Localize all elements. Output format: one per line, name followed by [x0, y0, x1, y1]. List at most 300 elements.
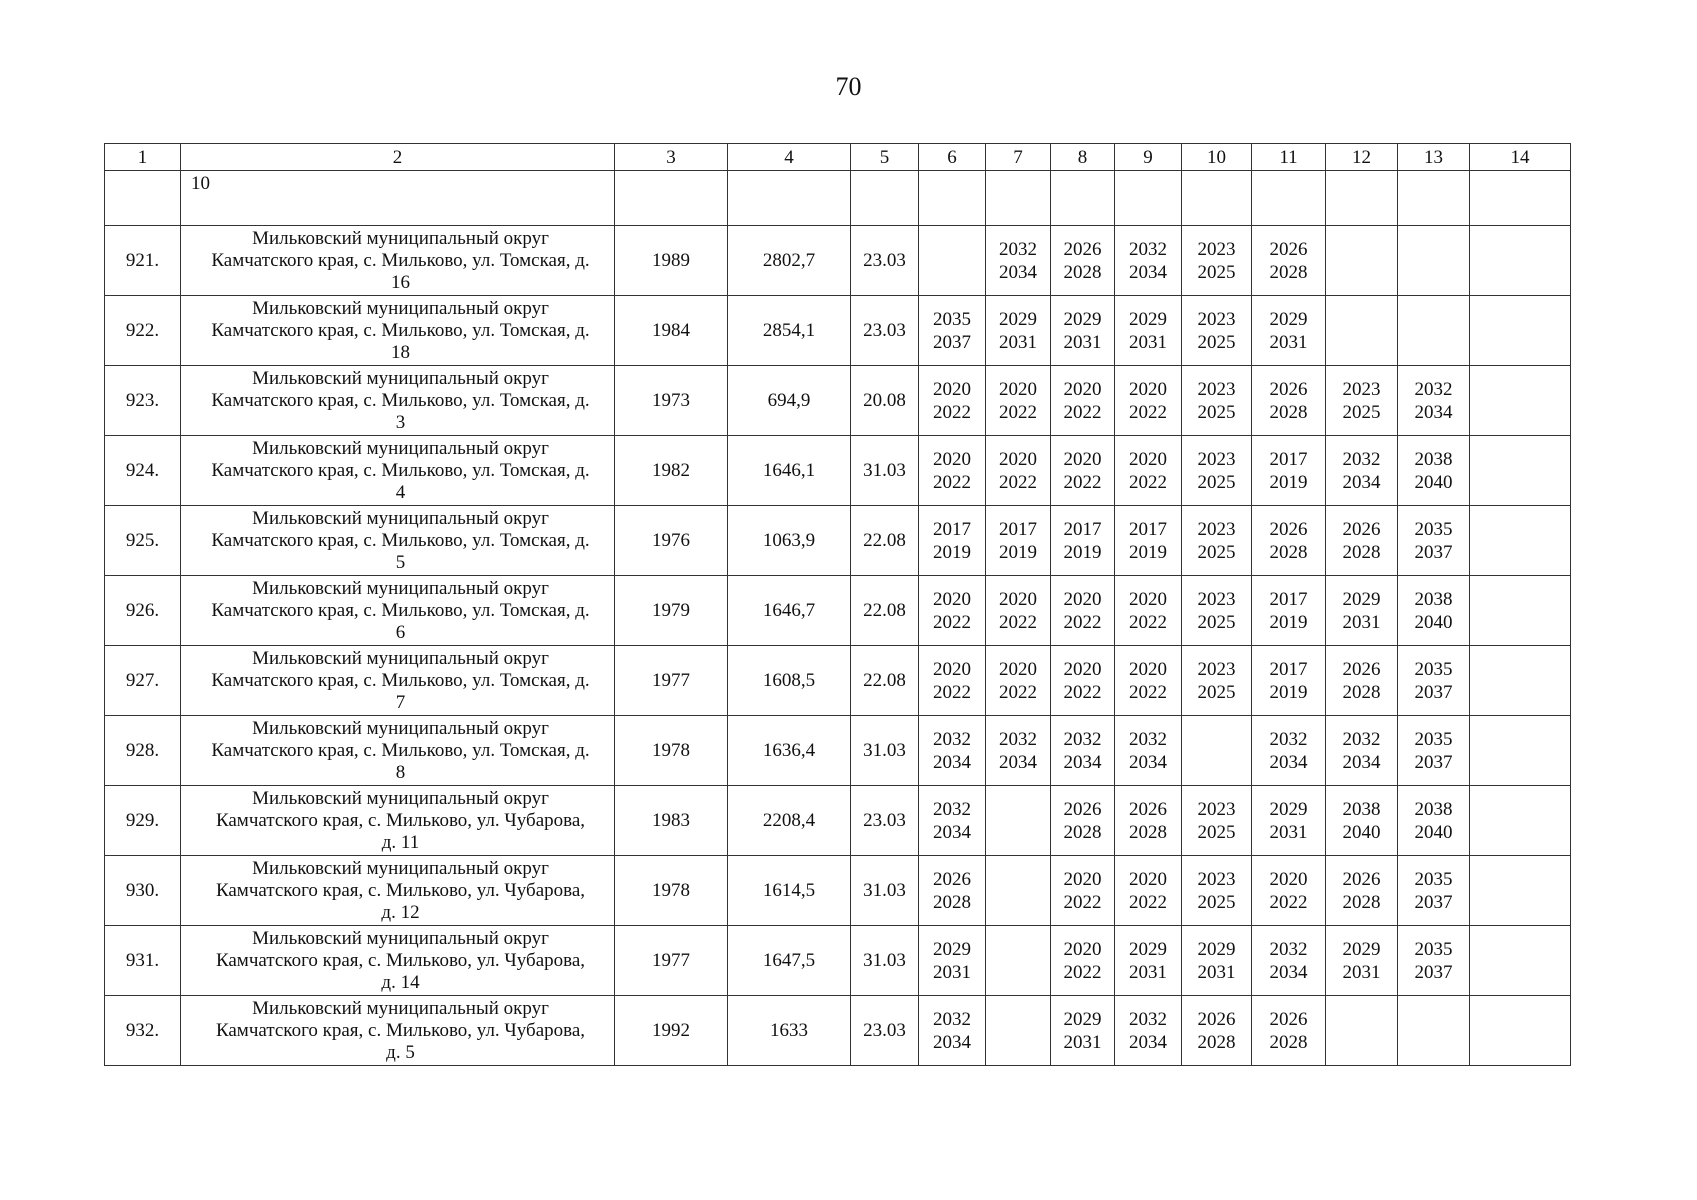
period-start: 2038	[1414, 588, 1453, 610]
code-cell: 22.08	[851, 646, 919, 716]
header-cell: 12	[1326, 144, 1398, 171]
period-cell-c12	[1326, 576, 1398, 646]
period-start: 2029	[1129, 308, 1167, 330]
period-cell-c10	[1182, 436, 1252, 506]
code-cell: 23.03	[851, 996, 919, 1066]
row-number-cell: 932.	[105, 996, 181, 1066]
period-cell-c13	[1398, 226, 1470, 296]
address-cell	[181, 226, 615, 296]
table-row	[105, 856, 1571, 926]
address-line: д. 14	[381, 971, 420, 993]
code-cell: 20.08	[851, 366, 919, 436]
period-start: 2029	[1342, 588, 1381, 610]
period-start: 2017	[1063, 518, 1102, 540]
period-start: 2023	[1197, 658, 1236, 680]
period-start: 2026	[1342, 658, 1381, 680]
period-end: 2040	[1342, 821, 1381, 843]
period-start: 2020	[933, 448, 971, 470]
period-end: 2037	[1414, 961, 1453, 983]
period-end: 2019	[1269, 611, 1308, 633]
period-end: 2034	[1414, 401, 1453, 423]
period-cell-c7	[986, 716, 1051, 786]
period-cell-c11	[1252, 226, 1326, 296]
period-cell-c10	[1182, 926, 1252, 996]
area-cell: 1063,9	[728, 506, 851, 576]
build-year-cell: 1977	[615, 646, 728, 716]
address-line: д. 12	[381, 901, 420, 923]
build-year-cell: 1978	[615, 856, 728, 926]
period-cell-c10	[1182, 646, 1252, 716]
period-cell-c8	[1051, 506, 1115, 576]
period-cell-c7	[986, 786, 1051, 856]
period-end: 2028	[1129, 821, 1167, 843]
build-year-cell: 1978	[615, 716, 728, 786]
header-cell: 11	[1252, 144, 1326, 171]
address-line: Камчатского края, с. Мильково, ул. Томская, д.	[211, 459, 590, 481]
period-start: 2020	[1269, 868, 1308, 890]
period-cell-c10	[1182, 226, 1252, 296]
address-line: 16	[391, 271, 410, 293]
period-cell-c11	[1252, 366, 1326, 436]
empty-cell	[851, 171, 919, 226]
code-cell: 23.03	[851, 226, 919, 296]
page-number: 70	[835, 72, 862, 101]
period-cell-c13	[1398, 366, 1470, 436]
period-cell-c7	[986, 856, 1051, 926]
period-cell-c7	[986, 296, 1051, 366]
period-start: 2023	[1197, 518, 1236, 540]
period-end: 2034	[1342, 751, 1381, 773]
period-cell-c6	[919, 646, 986, 716]
period-start: 2023	[1197, 868, 1236, 890]
column-14-cell	[1470, 226, 1571, 296]
period-cell-c12	[1326, 296, 1398, 366]
build-year-cell: 1983	[615, 786, 728, 856]
period-end: 2022	[1063, 891, 1102, 913]
period-cell-c6	[919, 996, 986, 1066]
row-number-cell: 922.	[105, 296, 181, 366]
area-cell: 694,9	[728, 366, 851, 436]
period-cell-c8	[1051, 296, 1115, 366]
address-line: Камчатского края, с. Мильково, ул. Томская, д.	[211, 249, 590, 271]
period-start: 2017	[1269, 588, 1308, 610]
header-cell: 2	[181, 144, 615, 171]
empty-cell	[1182, 171, 1252, 226]
address-line: Камчатского края, с. Мильково, ул. Томская, д.	[211, 389, 590, 411]
period-start: 2026	[1269, 378, 1308, 400]
address-line: 5	[395, 551, 406, 573]
code-cell: 22.08	[851, 506, 919, 576]
column-14-cell	[1470, 856, 1571, 926]
period-cell-c6	[919, 366, 986, 436]
period-start: 2023	[1197, 238, 1236, 260]
row-number-cell: 921.	[105, 226, 181, 296]
period-start: 2020	[999, 658, 1037, 680]
period-end: 2031	[1342, 961, 1381, 983]
period-start: 2020	[999, 588, 1037, 610]
period-end: 2028	[933, 891, 971, 913]
period-cell-c8	[1051, 926, 1115, 996]
period-cell-c9	[1115, 856, 1182, 926]
period-end: 2022	[1129, 471, 1167, 493]
period-start: 2026	[933, 868, 971, 890]
period-start: 2029	[1197, 938, 1236, 960]
period-cell-c12	[1326, 926, 1398, 996]
address-line: Мильковский муниципальный округ	[252, 227, 549, 249]
row-number-cell: 924.	[105, 436, 181, 506]
period-cell-c11	[1252, 296, 1326, 366]
address-line: Мильковский муниципальный округ	[252, 577, 549, 599]
period-cell-c10	[1182, 786, 1252, 856]
table-row	[105, 296, 1571, 366]
period-cell-c9	[1115, 646, 1182, 716]
period-cell-c13	[1398, 856, 1470, 926]
period-cell-c13	[1398, 436, 1470, 506]
period-end: 2031	[1197, 961, 1236, 983]
period-cell-c7	[986, 506, 1051, 576]
period-end: 2025	[1342, 401, 1381, 423]
period-start: 2020	[933, 588, 971, 610]
period-cell-c11	[1252, 436, 1326, 506]
period-start: 2020	[1063, 588, 1102, 610]
header-cell: 6	[919, 144, 986, 171]
address-cell	[181, 716, 615, 786]
period-end: 2019	[1129, 541, 1167, 563]
table-row	[105, 926, 1571, 996]
period-start: 2020	[933, 658, 971, 680]
column-14-cell	[1470, 926, 1571, 996]
period-end: 2028	[1269, 541, 1308, 563]
period-cell-c11	[1252, 576, 1326, 646]
period-end: 2031	[1269, 331, 1308, 353]
row-number-cell: 931.	[105, 926, 181, 996]
code-cell: 22.08	[851, 576, 919, 646]
period-start: 2020	[999, 448, 1037, 470]
empty-cell	[105, 171, 181, 226]
period-cell-c10	[1182, 296, 1252, 366]
period-start: 2035	[1414, 938, 1453, 960]
period-cell-c6	[919, 436, 986, 506]
period-start: 2029	[1269, 798, 1308, 820]
period-cell-c10	[1182, 366, 1252, 436]
period-cell-c10	[1182, 716, 1252, 786]
period-start: 2020	[1129, 448, 1167, 470]
period-cell-c13	[1398, 506, 1470, 576]
period-cell-c13	[1398, 786, 1470, 856]
address-line: Камчатского края, с. Мильково, ул. Чубарова,	[215, 949, 586, 971]
address-line: Мильковский муниципальный округ	[252, 437, 549, 459]
period-start: 2032	[933, 728, 971, 750]
period-end: 2028	[1063, 261, 1102, 283]
period-start: 2026	[1342, 868, 1381, 890]
period-start: 2020	[1129, 378, 1167, 400]
period-end: 2022	[999, 471, 1037, 493]
address-line: Мильковский муниципальный округ	[252, 717, 549, 739]
period-end: 2031	[1342, 611, 1381, 633]
period-cell-c9	[1115, 996, 1182, 1066]
row-number-cell: 930.	[105, 856, 181, 926]
period-end: 2034	[933, 821, 971, 843]
header-cell: 9	[1115, 144, 1182, 171]
table-row	[105, 716, 1571, 786]
period-cell-c9	[1115, 226, 1182, 296]
period-cell-c8	[1051, 786, 1115, 856]
period-end: 2040	[1414, 471, 1453, 493]
period-end: 2025	[1197, 401, 1236, 423]
column-14-cell	[1470, 996, 1571, 1066]
header-cell: 7	[986, 144, 1051, 171]
period-cell-c8	[1051, 436, 1115, 506]
period-start: 2017	[1269, 448, 1308, 470]
address-line: д. 11	[381, 831, 420, 853]
period-start: 2032	[1129, 728, 1167, 750]
address-line: Камчатского края, с. Мильково, ул. Томская, д.	[211, 599, 590, 621]
period-end: 2034	[933, 1031, 971, 1053]
period-end: 2025	[1197, 541, 1236, 563]
code-cell: 31.03	[851, 926, 919, 996]
area-cell: 2854,1	[728, 296, 851, 366]
period-cell-c10	[1182, 506, 1252, 576]
period-cell-c9	[1115, 786, 1182, 856]
period-end: 2031	[999, 331, 1037, 353]
empty-cell	[1252, 171, 1326, 226]
period-end: 2040	[1414, 821, 1453, 843]
empty-cell	[1326, 171, 1398, 226]
period-start: 2020	[1063, 658, 1102, 680]
period-cell-c6	[919, 716, 986, 786]
table-row	[105, 366, 1571, 436]
period-cell-c11	[1252, 856, 1326, 926]
build-year-cell: 1982	[615, 436, 728, 506]
period-end: 2019	[1063, 541, 1102, 563]
period-cell-c12	[1326, 436, 1398, 506]
period-start: 2020	[1063, 448, 1102, 470]
period-start: 2020	[1063, 868, 1102, 890]
period-start: 2035	[933, 308, 971, 330]
period-end: 2028	[1269, 261, 1308, 283]
period-end: 2031	[1129, 331, 1167, 353]
period-cell-c7	[986, 436, 1051, 506]
area-cell: 2802,7	[728, 226, 851, 296]
address-cell	[181, 576, 615, 646]
address-line: Мильковский муниципальный округ	[252, 787, 549, 809]
header-cell: 13	[1398, 144, 1470, 171]
period-end: 2022	[999, 681, 1037, 703]
period-end: 2025	[1197, 611, 1236, 633]
column-14-cell	[1470, 576, 1571, 646]
address-line: Мильковский муниципальный округ	[252, 647, 549, 669]
build-year-cell: 1977	[615, 926, 728, 996]
period-start: 2032	[933, 798, 971, 820]
period-cell-c8	[1051, 226, 1115, 296]
period-start: 2032	[933, 1008, 971, 1030]
build-year-cell: 1984	[615, 296, 728, 366]
period-cell-c9	[1115, 576, 1182, 646]
column-14-cell	[1470, 786, 1571, 856]
period-cell-c6	[919, 226, 986, 296]
period-cell-c12	[1326, 366, 1398, 436]
header-cell: 5	[851, 144, 919, 171]
period-cell-c11	[1252, 786, 1326, 856]
address-line: 18	[391, 341, 410, 363]
period-start: 2038	[1414, 448, 1453, 470]
period-end: 2025	[1197, 331, 1236, 353]
address-cell	[181, 996, 615, 1066]
table-row	[105, 226, 1571, 296]
period-end: 2031	[1269, 821, 1308, 843]
period-start: 2032	[999, 238, 1037, 260]
address-line: Мильковский муниципальный округ	[252, 997, 549, 1019]
address-line: 4	[395, 481, 406, 503]
column-14-cell	[1470, 646, 1571, 716]
address-cell	[181, 926, 615, 996]
period-cell-c6	[919, 506, 986, 576]
empty-cell	[1398, 171, 1470, 226]
period-start: 2035	[1414, 658, 1453, 680]
period-start: 2032	[1269, 938, 1308, 960]
code-cell: 31.03	[851, 436, 919, 506]
period-start: 2032	[1063, 728, 1102, 750]
code-cell: 31.03	[851, 716, 919, 786]
continuation-text: 10	[181, 171, 615, 226]
header-row	[105, 144, 1571, 171]
period-end: 2037	[1414, 891, 1453, 913]
period-end: 2022	[999, 401, 1037, 423]
period-end: 2025	[1197, 891, 1236, 913]
period-end: 2034	[1269, 961, 1308, 983]
period-end: 2019	[1269, 471, 1308, 493]
period-cell-c10	[1182, 576, 1252, 646]
address-line: Камчатского края, с. Мильково, ул. Томская, д.	[211, 529, 590, 551]
period-cell-c12	[1326, 716, 1398, 786]
period-end: 2034	[933, 751, 971, 773]
address-cell	[181, 436, 615, 506]
period-start: 2020	[1063, 378, 1102, 400]
period-start: 2017	[1269, 658, 1308, 680]
period-cell-c8	[1051, 366, 1115, 436]
header-cell: 1	[105, 144, 181, 171]
area-cell: 1646,7	[728, 576, 851, 646]
period-end: 2022	[999, 611, 1037, 633]
build-year-cell: 1989	[615, 226, 728, 296]
period-end: 2019	[933, 541, 971, 563]
period-start: 2032	[1342, 728, 1381, 750]
table-row	[105, 436, 1571, 506]
period-end: 2022	[1129, 681, 1167, 703]
build-year-cell: 1973	[615, 366, 728, 436]
address-cell	[181, 296, 615, 366]
period-end: 2022	[1269, 891, 1308, 913]
empty-cell	[728, 171, 851, 226]
period-end: 2025	[1197, 821, 1236, 843]
period-start: 2032	[999, 728, 1037, 750]
period-cell-c7	[986, 646, 1051, 716]
period-start: 2017	[999, 518, 1037, 540]
period-cell-c7	[986, 576, 1051, 646]
period-cell-c9	[1115, 366, 1182, 436]
empty-cell	[919, 171, 986, 226]
period-end: 2022	[933, 471, 971, 493]
period-start: 2023	[1197, 798, 1236, 820]
period-cell-c12	[1326, 646, 1398, 716]
period-end: 2028	[1063, 821, 1102, 843]
period-start: 2026	[1063, 798, 1102, 820]
period-end: 2037	[933, 331, 971, 353]
period-start: 2023	[1197, 378, 1236, 400]
code-cell: 31.03	[851, 856, 919, 926]
continuation-row	[105, 171, 1571, 226]
table-row	[105, 646, 1571, 716]
period-start: 2023	[1197, 308, 1236, 330]
period-cell-c11	[1252, 926, 1326, 996]
column-14-cell	[1470, 296, 1571, 366]
period-cell-c7	[986, 366, 1051, 436]
period-cell-c9	[1115, 926, 1182, 996]
period-cell-c13	[1398, 296, 1470, 366]
address-cell	[181, 646, 615, 716]
address-line: д. 5	[386, 1041, 415, 1063]
period-start: 2026	[1197, 1008, 1236, 1030]
header-cell: 8	[1051, 144, 1115, 171]
period-cell-c9	[1115, 296, 1182, 366]
period-end: 2028	[1342, 541, 1381, 563]
period-cell-c13	[1398, 646, 1470, 716]
period-cell-c7	[986, 926, 1051, 996]
table-row	[105, 576, 1571, 646]
area-cell: 1647,5	[728, 926, 851, 996]
period-start: 2032	[1129, 238, 1167, 260]
period-end: 2028	[1269, 401, 1308, 423]
row-number-cell: 926.	[105, 576, 181, 646]
period-start: 2026	[1269, 518, 1308, 540]
period-cell-c12	[1326, 506, 1398, 576]
empty-cell	[986, 171, 1051, 226]
period-cell-c7	[986, 226, 1051, 296]
build-year-cell: 1992	[615, 996, 728, 1066]
period-end: 2034	[1129, 261, 1167, 283]
period-end: 2031	[1063, 1031, 1102, 1053]
period-end: 2022	[933, 681, 971, 703]
area-cell: 1633	[728, 996, 851, 1066]
period-end: 2031	[1063, 331, 1102, 353]
address-line: Камчатского края, с. Мильково, ул. Чубарова,	[215, 879, 586, 901]
row-number-cell: 923.	[105, 366, 181, 436]
period-start: 2023	[1197, 448, 1236, 470]
period-start: 2029	[1063, 308, 1102, 330]
period-start: 2017	[1129, 518, 1167, 540]
empty-cell	[615, 171, 728, 226]
period-cell-c8	[1051, 576, 1115, 646]
address-cell	[181, 506, 615, 576]
period-cell-c10	[1182, 996, 1252, 1066]
period-cell-c12	[1326, 226, 1398, 296]
period-cell-c6	[919, 576, 986, 646]
period-start: 2020	[1129, 588, 1167, 610]
period-cell-c9	[1115, 716, 1182, 786]
address-line: Мильковский муниципальный округ	[252, 507, 549, 529]
period-cell-c8	[1051, 646, 1115, 716]
period-end: 2028	[1197, 1031, 1236, 1053]
period-start: 2026	[1269, 238, 1308, 260]
period-cell-c8	[1051, 716, 1115, 786]
area-cell: 1608,5	[728, 646, 851, 716]
row-number-cell: 928.	[105, 716, 181, 786]
period-cell-c12	[1326, 996, 1398, 1066]
period-cell-c11	[1252, 716, 1326, 786]
address-line: 3	[395, 411, 406, 433]
period-start: 2038	[1414, 798, 1453, 820]
period-start: 2032	[1414, 378, 1453, 400]
